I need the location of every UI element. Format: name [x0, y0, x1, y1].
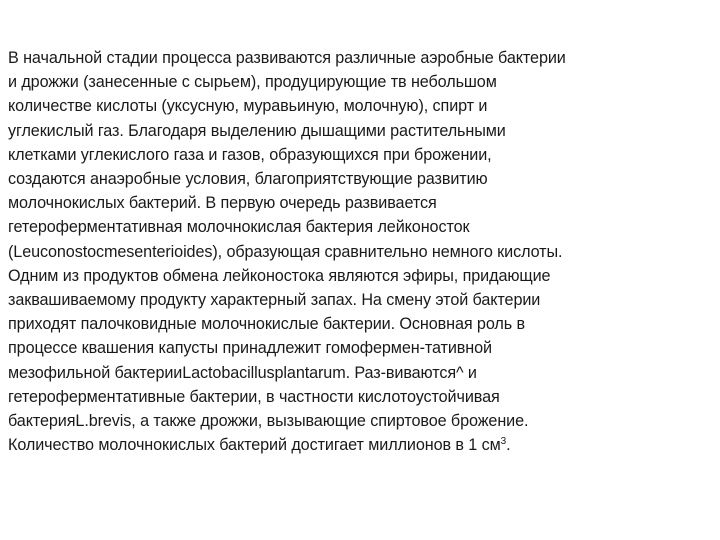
text-line: (Leuconostocmesenterioides), образующая сравнительно немного кислоты.	[8, 242, 563, 261]
text-line-last	[8, 433, 708, 457]
text-line: приходят палочковидные молочнокислые бактерии. Основная роль в	[8, 315, 525, 334]
text-line: клетками углекислого газа и газов, образующихся при брожении,	[8, 145, 492, 164]
text-line: гетероферментативная молочнокислая бактерия лейконосток	[8, 218, 470, 237]
body-paragraph	[8, 46, 708, 457]
text-line: бактерияL.brevis, а также дрожжи, вызывающие спиртовое брожение.	[8, 412, 529, 431]
text-line: и дрожжи (занесенные с сырьем), продуцирующие тв небольшом	[8, 73, 497, 92]
text-line: количестве кислоты (уксусную, муравьиную, молочную), спирт и	[8, 97, 488, 116]
end-punctuation: .	[506, 436, 511, 455]
text-line: создаются анаэробные условия, благоприятствующие развитию	[8, 170, 488, 189]
text-line: процессе квашения капусты принадлежит гомофермен-тативной	[8, 339, 492, 358]
text-line: мезофильной бактерииLactobacillusplantarum. Раз-виваются^ и	[8, 363, 477, 382]
text-line: Одним из продуктов обмена лейконостока являются эфиры, придающие	[8, 266, 551, 285]
text-line: молочнокислых бактерий. В первую очередь развивается	[8, 194, 437, 213]
superscript: 3	[500, 436, 507, 448]
text-line: В начальной стадии процесса развиваются различные аэробные бактерии	[8, 49, 566, 67]
text-line: углекислый газ. Благодаря выделению дышащими растительными	[8, 121, 506, 140]
text-line: гетероферментативные бактерии, в частности кислотоустойчивая	[8, 387, 500, 406]
text-line: Количество молочнокислых бактерий достигает миллионов в 1 см	[8, 436, 501, 455]
text-line: заквашиваемому продукту характерный запах. На смену этой бактерии	[8, 291, 541, 310]
